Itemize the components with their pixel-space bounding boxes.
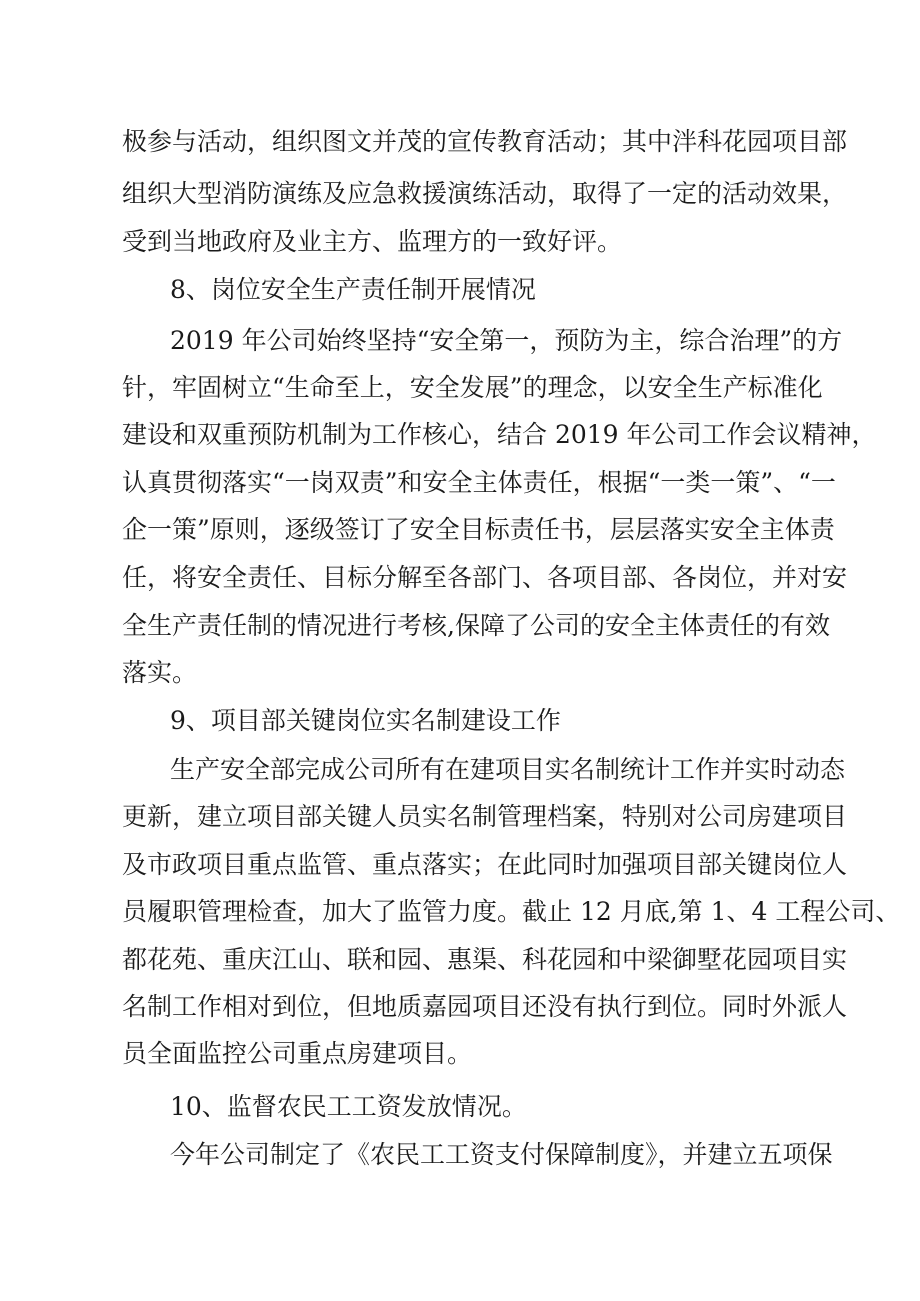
paragraph-line: 极参与活动，组织图文并茂的宣传教育活动；其中泮科花园项目部 [122, 127, 848, 156]
paragraph-line: 员履职管理检查，加大了监管力度。截止 12 月底,第 1、4 工程公司、 [122, 897, 901, 926]
paragraph-line: 任，将安全责任、目标分解至各部门、各项目部、各岗位，并对安 [122, 563, 848, 592]
paragraph-line: 受到当地政府及业主方、监理方的一致好评。 [122, 227, 623, 256]
section-heading: 9、项目部关键岗位实名制建设工作 [170, 706, 561, 735]
paragraph-line: 今年公司制定了《农民工工资支付保障制度》，并建立五项保 [170, 1140, 833, 1169]
paragraph-line: 全生产责任制的情况进行考核,保障了公司的安全主体责任的有效 [122, 611, 830, 640]
paragraph-line: 及市政项目重点监管、重点落实；在此同时加强项目部关键岗位人 [122, 850, 848, 879]
paragraph-line: 建设和双重预防机制为工作核心，结合 2019 年公司工作会议精神， [122, 420, 877, 449]
section-heading: 10、监督农民工工资发放情况。 [170, 1092, 527, 1121]
paragraph-line: 员全面监控公司重点房建项目。 [122, 1039, 473, 1068]
paragraph-line: 更新，建立项目部关键人员实名制管理档案，特别对公司房建项目 [122, 802, 848, 831]
section-heading: 8、岗位安全生产责任制开展情况 [170, 275, 536, 304]
paragraph-line: 都花苑、重庆江山、联和园、惠渠、科花园和中梁御墅花园项目实 [122, 945, 848, 974]
paragraph-line: 认真贯彻落实“一岗双责”和安全主体责任，根据“一类一策”、“一 [122, 468, 836, 497]
paragraph-line: 企一策”原则，逐级签订了安全目标责任书，层层落实安全主体责 [122, 515, 835, 544]
paragraph-line: 名制工作相对到位，但地质嘉园项目还没有执行到位。同时外派人 [122, 992, 848, 1021]
paragraph-line: 生产安全部完成公司所有在建项目实名制统计工作并实时动态 [170, 755, 846, 784]
paragraph-line: 针，牢固树立“生命至上，安全发展”的理念，以安全生产标准化 [122, 373, 823, 402]
paragraph-line: 组织大型消防演练及应急救援演练活动，取得了一定的活动效果， [122, 179, 848, 208]
paragraph-line: 2019 年公司始终坚持“安全第一，预防为主，综合治理”的方 [170, 326, 843, 355]
paragraph-line: 落实。 [122, 658, 198, 687]
